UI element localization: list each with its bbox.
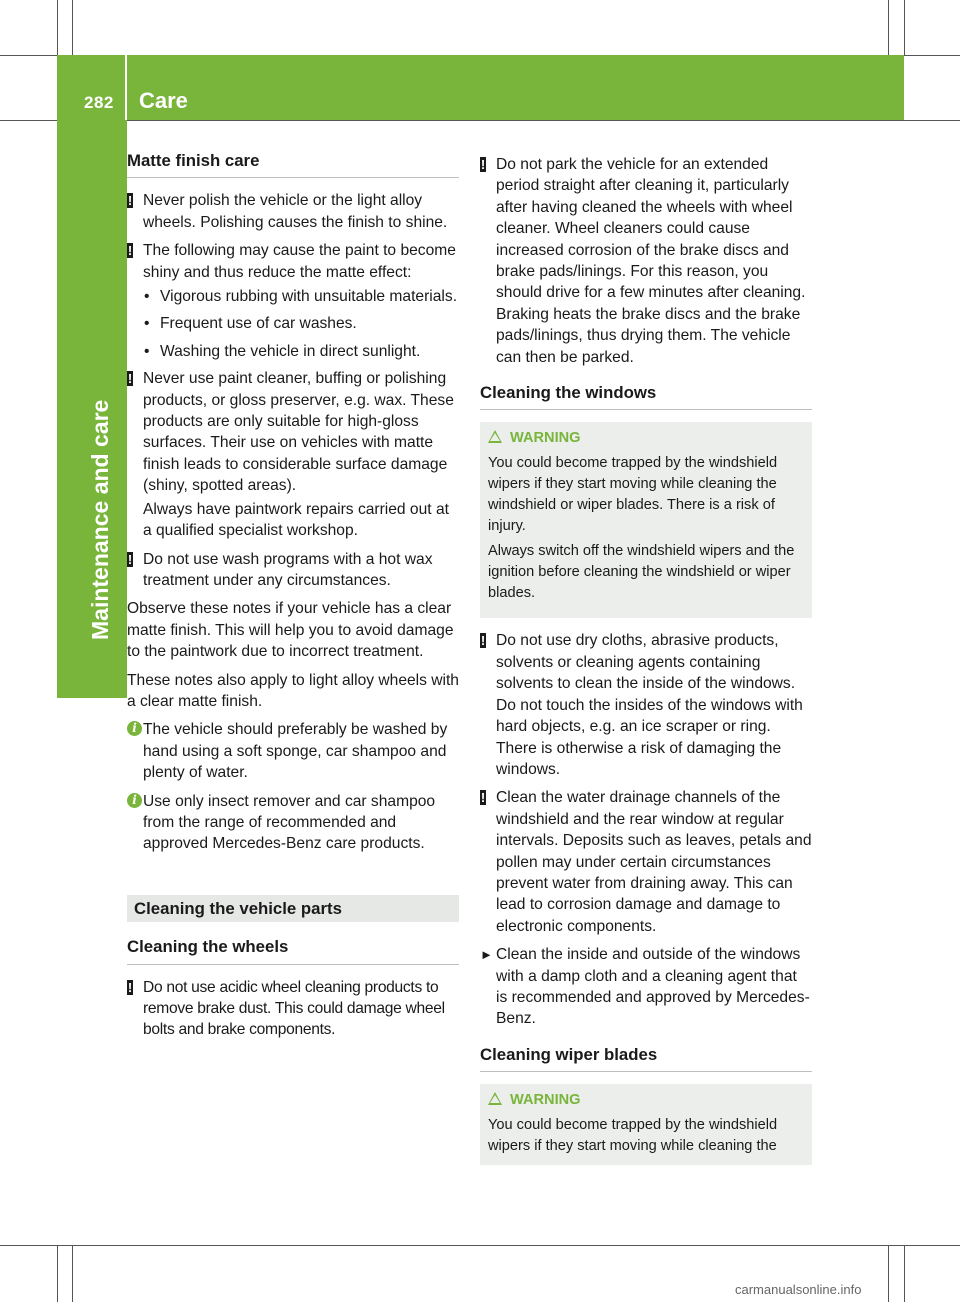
- side-tab-label: Maintenance and care: [87, 399, 113, 640]
- exclamation-icon: !: [127, 243, 133, 259]
- caution-note: ! Never polish the vehicle or the light alloy wheels. Polishing causes the finish to shine.: [127, 192, 448, 231]
- warning-triangle-icon: [488, 1092, 502, 1105]
- instruction-step: ► Clean the inside and outside of the windows with a damp cloth and a cleaning agent that is recommended and approved by Mercedes-Benz.: [480, 946, 810, 1028]
- exclamation-icon: !: [127, 551, 133, 567]
- crop-mark: [0, 120, 960, 121]
- caution-note: ! Never use paint cleaner, buffing or polishing products, or gloss preserver, e.g. wax. These products are only suitable for high-gloss surfaces. Their use on vehicles with matte finish leads to considerable surface damage (shiny, spotted areas).: [127, 370, 454, 495]
- section-banner: Cleaning the vehicle parts: [127, 895, 459, 922]
- info-icon: i: [127, 793, 142, 808]
- crop-mark: [888, 0, 889, 55]
- warning-title: WARNING: [488, 1090, 804, 1111]
- crop-mark: [57, 0, 58, 55]
- section-heading: Cleaning the wheels: [127, 936, 459, 964]
- crop-mark: [904, 1245, 905, 1302]
- caution-note: ! Do not park the vehicle for an extended period straight after cleaning it, particularly after having cleaned the wheels with wheel cleaner. Wheel cleaners could cause increased corrosion of the brake discs and brake pads/linings. For this reason, you should drive for a few minutes after cleaning. Braking heats the brake discs and the brake pads/linings, thus drying them. The vehicle can then be parked.: [480, 156, 806, 366]
- warning-title: WARNING: [488, 428, 804, 449]
- exclamation-icon: !: [480, 790, 486, 806]
- step-arrow-icon: ►: [480, 947, 493, 963]
- warning-text: You could become trapped by the windshield wipers if they start moving while cleaning the: [488, 1117, 778, 1155]
- crop-mark: [57, 1245, 58, 1302]
- exclamation-icon: !: [127, 979, 133, 995]
- exclamation-icon: !: [127, 193, 133, 209]
- header-separator: [125, 55, 127, 120]
- caution-note: ! Do not use wash programs with a hot wax treatment under any circumstances.: [127, 550, 433, 589]
- caution-note: ! Clean the water drainage channels of the windshield and the rear window at regular intervals. Deposits such as leaves, petals and pollen may under certain circumstances prevent water from draining away. This can lead to corrosion damage and damage to electronic components.: [480, 789, 812, 935]
- info-note: i The vehicle should preferably be washed by hand using a soft sponge, car shampoo and plenty of water.: [127, 719, 459, 783]
- warning-triangle-icon: [488, 430, 502, 443]
- crop-mark: [72, 1245, 73, 1302]
- info-note: i Use only insect remover and car shampoo from the range of recommended and approved Mercedes-Benz care products.: [127, 791, 459, 855]
- list-item: • Washing the vehicle in direct sunlight.: [144, 342, 421, 360]
- crop-mark: [888, 1245, 889, 1302]
- list-item: • Vigorous rubbing with unsuitable materials.: [144, 288, 458, 306]
- warning-box: [480, 422, 812, 618]
- crop-mark: [904, 0, 905, 55]
- caution-note: ! Do not use acidic wheel cleaning products to remove brake dust. This could damage wheel bolts and brake components.: [127, 978, 445, 1039]
- exclamation-icon: !: [127, 371, 133, 387]
- page-number: 282: [84, 93, 114, 112]
- watermark: carmanualsonline.info: [735, 1282, 862, 1297]
- exclamation-icon: !: [480, 157, 486, 172]
- info-icon: i: [127, 721, 142, 736]
- body-paragraph: Observe these notes if your vehicle has a clear matte finish. This will help you to avoid damage to the paintwork due to incorrect treatment.: [127, 600, 454, 661]
- exclamation-icon: !: [480, 633, 486, 649]
- caution-note: ! Do not use dry cloths, abrasive products, solvents or cleaning agents containing solvents to clean the inside of the windows. Do not touch the insides of the windows with hard objects, e.g. an ice scraper or ring. There is otherwise a risk of damaging the windows.: [480, 632, 803, 778]
- crop-mark: [72, 0, 73, 55]
- chapter-title: Care: [139, 88, 188, 113]
- left-column: [127, 150, 459, 1048]
- section-heading: Matte finish care: [127, 150, 459, 178]
- caution-note-continued: Always have paintwork repairs carried out at a qualified specialist workshop.: [143, 500, 449, 540]
- crop-mark: [0, 1245, 960, 1246]
- warning-text: Always switch off the windshield wipers and the ignition before cleaning the windshield or wiper blades.: [488, 543, 795, 602]
- right-column: [480, 154, 812, 1177]
- section-heading: Cleaning wiper blades: [480, 1044, 812, 1072]
- section-heading: Cleaning the windows: [480, 382, 812, 410]
- list-item: • Frequent use of car washes.: [144, 315, 357, 333]
- body-paragraph: These notes also apply to light alloy wheels with a clear matte finish.: [127, 671, 459, 710]
- warning-text: You could become trapped by the windshield wipers if they start moving while cleaning the windshield or wiper blades. There is a risk of injury.: [488, 455, 778, 535]
- warning-box: [480, 1084, 812, 1165]
- caution-note: ! The following may cause the paint to become shiny and thus reduce the matte effect:: [127, 242, 456, 281]
